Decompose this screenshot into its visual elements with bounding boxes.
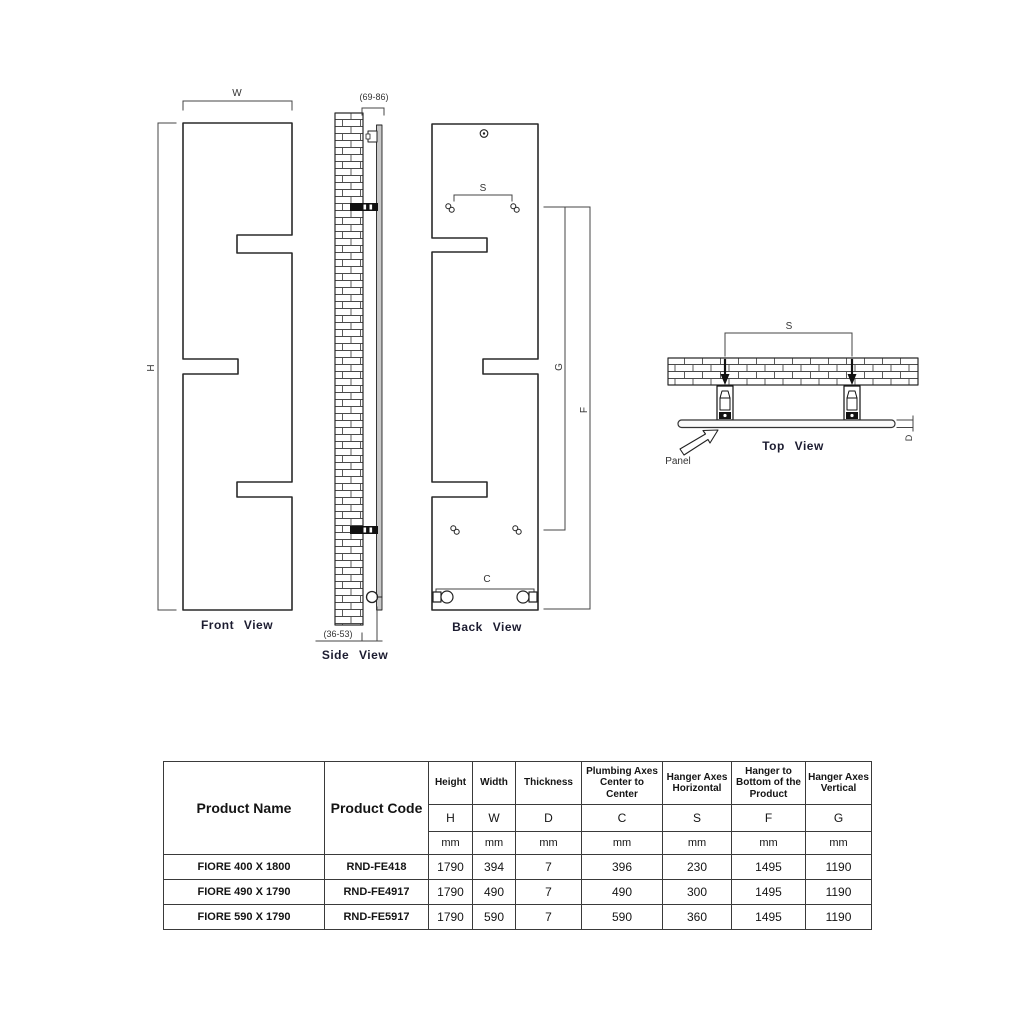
letter-f: F xyxy=(732,805,806,832)
col-header-width: Width xyxy=(473,762,516,805)
col-header-hanger-horizontal: Hanger Axes Horizontal xyxy=(663,762,732,805)
product-name-cell: FIORE 490 X 1790 xyxy=(164,880,325,905)
table-row xyxy=(164,880,872,905)
value-cell: 7 xyxy=(516,905,582,930)
spec-table xyxy=(163,761,872,930)
unit-w: mm xyxy=(473,832,516,855)
back-view-caption: Back View xyxy=(452,620,522,634)
side-view xyxy=(316,92,389,662)
letter-d: D xyxy=(516,805,582,832)
back-c-label: C xyxy=(483,574,491,585)
table-row xyxy=(164,855,872,880)
front-view xyxy=(146,88,292,632)
col-header-height: Height xyxy=(429,762,473,805)
value-cell: 230 xyxy=(663,855,732,880)
value-cell: 1790 xyxy=(429,855,473,880)
back-valve-left xyxy=(433,591,453,603)
side-panel-profile xyxy=(377,125,383,610)
front-view-outline xyxy=(183,123,292,610)
value-cell: 1190 xyxy=(806,855,872,880)
unit-g: mm xyxy=(806,832,872,855)
panel-label: Panel xyxy=(665,456,691,467)
unit-h: mm xyxy=(429,832,473,855)
back-view xyxy=(432,124,590,634)
side-valve-circle xyxy=(367,592,378,603)
top-view-caption: Top View xyxy=(762,439,824,453)
side-top-dim-label: (69-86) xyxy=(359,92,389,102)
unit-s: mm xyxy=(663,832,732,855)
front-height-label: H xyxy=(146,364,157,372)
col-header-plumbing-axes: Plumbing Axes Center to Center xyxy=(582,762,663,805)
letter-g: G xyxy=(806,805,872,832)
col-header-thickness: Thickness xyxy=(516,762,582,805)
top-d-label: D xyxy=(904,434,914,442)
table-row xyxy=(164,905,872,930)
value-cell: 1495 xyxy=(732,880,806,905)
back-g-dimension xyxy=(544,207,590,530)
back-s-label: S xyxy=(479,183,487,194)
value-cell: 7 xyxy=(516,855,582,880)
value-cell: 300 xyxy=(663,880,732,905)
value-cell: 590 xyxy=(473,905,516,930)
unit-f: mm xyxy=(732,832,806,855)
value-cell: 396 xyxy=(582,855,663,880)
side-view-caption: Side View xyxy=(321,648,389,662)
product-name-cell: FIORE 400 X 1800 xyxy=(164,855,325,880)
unit-c: mm xyxy=(582,832,663,855)
front-width-label: W xyxy=(232,88,242,99)
value-cell: 1495 xyxy=(732,855,806,880)
side-hanger-top xyxy=(350,203,378,211)
value-cell: 1190 xyxy=(806,905,872,930)
letter-s: S xyxy=(663,805,732,832)
value-cell: 1495 xyxy=(732,905,806,930)
front-height-dimension xyxy=(158,123,176,610)
top-wall-brick xyxy=(668,358,918,385)
top-d-dimension xyxy=(897,416,913,431)
value-cell: 1190 xyxy=(806,880,872,905)
product-code-cell: RND-FE4917 xyxy=(325,880,429,905)
value-cell: 1790 xyxy=(429,880,473,905)
value-cell: 360 xyxy=(663,905,732,930)
back-valve-right xyxy=(517,591,537,603)
value-cell: 1790 xyxy=(429,905,473,930)
top-view xyxy=(665,321,918,467)
value-cell: 590 xyxy=(582,905,663,930)
front-width-dimension xyxy=(183,101,292,110)
back-view-outline xyxy=(432,124,538,610)
value-cell: 490 xyxy=(473,880,516,905)
letter-w: W xyxy=(473,805,516,832)
product-code-cell: RND-FE5917 xyxy=(325,905,429,930)
value-cell: 7 xyxy=(516,880,582,905)
side-hanger-bottom xyxy=(350,526,378,534)
side-bottom-dim-label: (36-53) xyxy=(323,629,353,639)
back-g-label: G xyxy=(554,363,565,371)
value-cell: 394 xyxy=(473,855,516,880)
side-top-clip xyxy=(366,131,377,142)
value-cell: 490 xyxy=(582,880,663,905)
back-f-label: F xyxy=(579,406,590,414)
product-name-cell: FIORE 590 X 1790 xyxy=(164,905,325,930)
letter-h: H xyxy=(429,805,473,832)
col-header-hanger-bottom: Hanger to Bottom of the Product xyxy=(732,762,806,805)
col-header-product-name: Product Name xyxy=(164,762,325,855)
col-header-hanger-vertical: Hanger Axes Vertical xyxy=(806,762,872,805)
product-code-cell: RND-FE418 xyxy=(325,855,429,880)
col-header-product-code: Product Code xyxy=(325,762,429,855)
unit-d: mm xyxy=(516,832,582,855)
panel-arrow-icon xyxy=(680,430,718,455)
letter-c: C xyxy=(582,805,663,832)
side-top-dimension xyxy=(362,108,384,115)
front-view-caption: Front View xyxy=(200,618,274,632)
top-s-dimension xyxy=(725,333,852,356)
top-panel-bar xyxy=(678,420,895,428)
top-s-label: S xyxy=(785,321,793,332)
side-wall-brick xyxy=(335,113,363,625)
